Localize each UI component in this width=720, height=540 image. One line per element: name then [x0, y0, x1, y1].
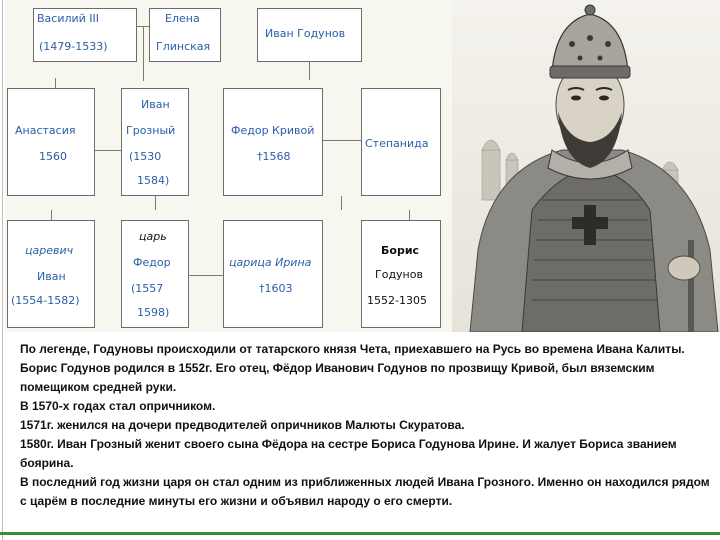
paragraph-birth: Борис Годунов родился в 1552г. Его отец, Фёдор Иванович Годунов по прозвищу Кривой, был вяземским помещиком средней руки.: [20, 361, 655, 394]
bottom-accent-line: [0, 532, 720, 535]
text-block: [20, 340, 710, 511]
ivan-tsarevich-years: (1554-1582): [11, 294, 80, 307]
elena-surname: Глинская: [156, 40, 211, 53]
ivan-tsarevich-name: Иван: [37, 270, 66, 283]
anastasia-name: Анастасия: [15, 124, 76, 137]
ivan-godunov-name: Иван Годунов: [265, 27, 346, 40]
fedor-tsar-title: царь: [139, 230, 167, 243]
connector: [341, 196, 342, 210]
elena-name: Елена: [165, 12, 200, 25]
box-anastasia: [7, 88, 95, 196]
left-border-line: [2, 0, 3, 540]
connector: [323, 140, 361, 141]
connector: [189, 275, 223, 276]
paragraph-oprichnik: В 1570-х годах стал опричником.: [20, 399, 216, 413]
paragraph-boyar: 1580г. Иван Грозный женит своего сына Фёдора на сестре Бориса Годунова Ирине. И жалует Бориса званием боярина.: [20, 437, 677, 470]
vasily-name: Василий III: [37, 12, 100, 25]
paragraph-marriage: 1571г. женился на дочери предводителей опричников Малюты Скуратова.: [20, 418, 465, 432]
ivan-grozny-name: Иван: [141, 98, 170, 111]
fedor-krivoy-name: Федор Кривой: [231, 124, 315, 137]
stepanida-name: Степанида: [365, 137, 429, 150]
ivan-tsarevich-title: царевич: [25, 244, 74, 257]
paragraph-legend: По легенде, Годуновы происходили от татарского князя Чета, приехавшего на Русь во времена Ивана Калиты.: [20, 342, 685, 356]
irina-years: †1603: [259, 282, 293, 295]
portrait-engraving-icon: [452, 0, 720, 332]
fedor-tsar-years-start: (1557: [131, 282, 164, 295]
ivan-grozny-years-end: 1584): [137, 174, 170, 187]
vasily-years: (1479-1533): [39, 40, 108, 53]
connector: [155, 196, 156, 210]
anastasia-years: 1560: [39, 150, 67, 163]
fedor-krivoy-years: †1568: [257, 150, 291, 163]
fedor-tsar-years-end: 1598): [137, 306, 170, 319]
box-fedor-krivoy: [223, 88, 323, 196]
fedor-tsar-name: Федор: [133, 256, 171, 269]
family-tree: [5, 0, 452, 332]
boris-years: 1552-1305: [367, 294, 427, 307]
irina-name: царица Ирина: [229, 256, 312, 269]
boris-surname: Годунов: [375, 268, 423, 281]
ivan-grozny-years-start: (1530: [129, 150, 162, 163]
connector: [55, 78, 56, 88]
connector: [309, 62, 310, 80]
box-irina: [223, 220, 323, 328]
ivan-grozny-surname: Грозный: [126, 124, 176, 137]
boris-godunov-portrait: [452, 0, 720, 332]
connector: [143, 26, 144, 81]
paragraph-last-year: В последний год жизни царя он стал одним из приближенных людей Ивана Грозного. Именно он находился рядом с царём в последние минуты его жизни и объявил народу о его смерти.: [20, 475, 710, 508]
boris-name: Борис: [381, 244, 420, 257]
connector: [51, 210, 52, 220]
connector: [409, 210, 410, 220]
connector: [95, 150, 121, 151]
